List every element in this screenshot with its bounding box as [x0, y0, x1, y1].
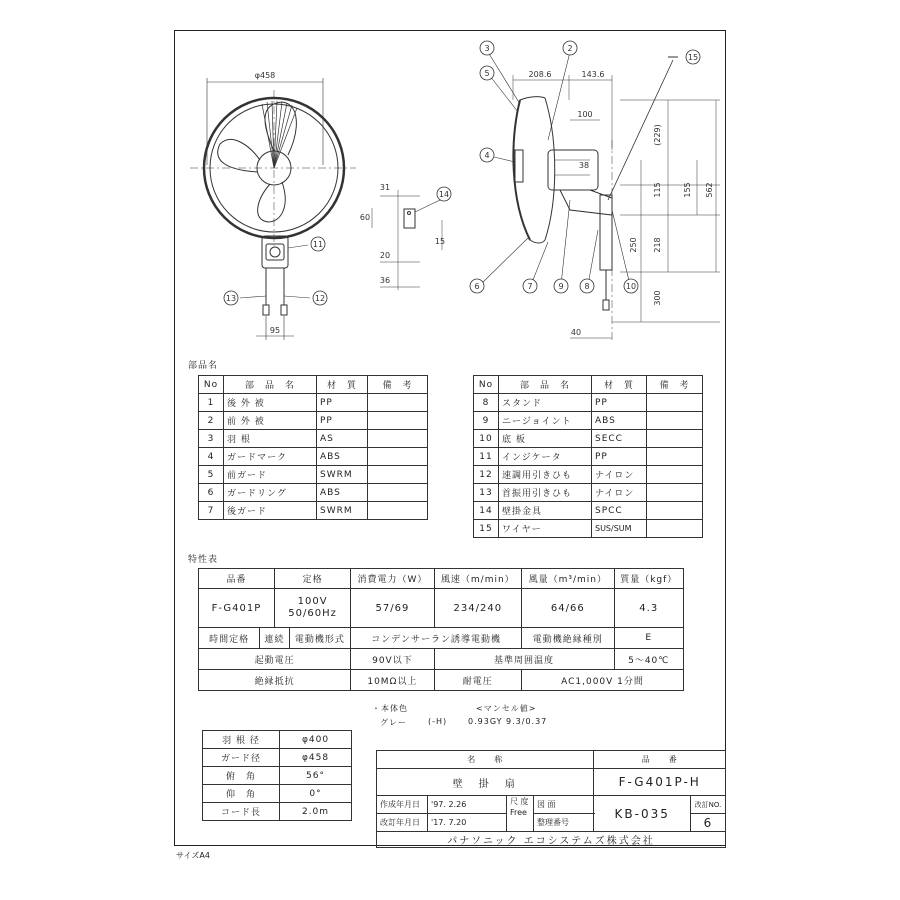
time-rating-label: 時間定格	[199, 628, 260, 649]
mgmt-number: KB-035	[594, 796, 691, 832]
part-no: 8	[474, 394, 499, 412]
dim-side-38: 38	[578, 161, 590, 170]
spec-rating-v: 100V	[297, 596, 328, 607]
callout-14: 14	[438, 190, 450, 199]
table-row	[199, 412, 428, 430]
header-speed: 風速（m/min）	[434, 569, 521, 589]
parts-table-right	[473, 375, 703, 538]
header-material: 材 質	[317, 376, 368, 394]
spec-header-row	[199, 569, 684, 589]
dim-value: φ458	[280, 749, 352, 767]
product-number: F-G401P-H	[594, 769, 726, 796]
dim-cords: 95	[269, 326, 281, 335]
dim-front-width: φ458	[254, 71, 276, 80]
part-no: 15	[474, 520, 499, 538]
part-name: 底 板	[499, 430, 592, 448]
title-main-row	[377, 769, 726, 796]
table-row	[203, 731, 352, 749]
spec-rating-hz: 50/60Hz	[288, 608, 337, 619]
header-no: No	[474, 376, 499, 394]
dim-bracket-top: 31	[379, 183, 391, 192]
dim-side-218: 218	[653, 237, 662, 253]
spec-speed: 234/240	[434, 589, 521, 628]
dim-side-front: 143.6	[581, 70, 605, 79]
table-header-row	[474, 376, 703, 394]
part-no: 3	[199, 430, 224, 448]
part-no: 2	[199, 412, 224, 430]
spec-table	[198, 568, 684, 691]
part-no: 10	[474, 430, 499, 448]
created-label: 作成年月日	[377, 796, 428, 814]
callout-13: 13	[225, 294, 237, 303]
withstand-label: 耐電圧	[434, 670, 521, 691]
spec-power: 57/69	[351, 589, 434, 628]
part-name: スタンド	[499, 394, 592, 412]
dim-label: コード長	[203, 803, 280, 821]
dim-value: 0°	[280, 785, 352, 803]
part-name: ニージョイント	[499, 412, 592, 430]
part-remarks	[368, 430, 428, 448]
part-name: 首振用引きひも	[499, 484, 592, 502]
insulation-class-label: 電動機絶縁種別	[522, 628, 614, 649]
dim-side-back: 208.6	[528, 70, 552, 79]
part-name: ガードマーク	[224, 448, 317, 466]
callout-4: 4	[484, 151, 490, 160]
dim-label: 俯 角	[203, 767, 280, 785]
revision-number: 6	[691, 814, 726, 832]
title-block	[376, 750, 726, 848]
spec-model: F-G401P	[199, 589, 275, 628]
callout-2: 2	[567, 44, 573, 53]
product-name: 壁 掛 扇	[377, 769, 594, 796]
dim-side-100: 100	[577, 110, 593, 119]
table-row	[474, 412, 703, 430]
spec-mass: 4.3	[614, 589, 683, 628]
part-material: PP	[592, 394, 647, 412]
part-no: 4	[199, 448, 224, 466]
spec-row	[199, 628, 684, 649]
front-view	[190, 78, 356, 340]
part-remarks	[647, 412, 703, 430]
table-row	[199, 448, 428, 466]
title-header-row	[377, 751, 726, 769]
table-row	[474, 520, 703, 538]
table-row	[199, 502, 428, 520]
table-row	[203, 803, 352, 821]
scale-label: 尺 度	[510, 797, 529, 806]
spec-heading: 特性表	[188, 555, 219, 565]
number-header: 品 番	[594, 751, 726, 769]
callout-11: 11	[312, 240, 324, 249]
bracket-view	[372, 190, 442, 290]
part-name: 後 外 被	[224, 394, 317, 412]
table-row	[199, 394, 428, 412]
name-header: 名 称	[377, 751, 594, 769]
part-material: SECC	[592, 430, 647, 448]
part-name: 前 外 被	[224, 412, 317, 430]
part-no: 5	[199, 466, 224, 484]
part-material: AS	[317, 430, 368, 448]
header-remarks: 備 考	[368, 376, 428, 394]
part-remarks	[647, 484, 703, 502]
part-material: PP	[317, 412, 368, 430]
part-no: 11	[474, 448, 499, 466]
part-material: ナイロン	[592, 466, 647, 484]
table-row	[474, 484, 703, 502]
header-material: 材 質	[592, 376, 647, 394]
dim-bracket-20: 20	[379, 251, 391, 260]
header-name: 部 品 名	[499, 376, 592, 394]
part-remarks	[368, 484, 428, 502]
spec-row	[199, 670, 684, 691]
revised-label: 改訂年月日	[377, 814, 428, 832]
color-name: グレー	[380, 718, 407, 727]
withstand: AC1,000V 1分間	[522, 670, 684, 691]
dim-side-115: 115	[653, 182, 662, 198]
callout-12: 12	[314, 294, 326, 303]
dim-value: 56°	[280, 767, 352, 785]
part-remarks	[368, 394, 428, 412]
part-no: 7	[199, 502, 224, 520]
insulation-class: E	[614, 628, 683, 649]
callout-10: 10	[625, 282, 637, 291]
ambient: 5～40℃	[614, 649, 683, 670]
color-munsell-label: <マンセル値>	[476, 704, 537, 713]
part-material: SWRM	[317, 502, 368, 520]
table-row	[199, 430, 428, 448]
part-material: PP	[317, 394, 368, 412]
start-voltage-label: 起動電圧	[199, 649, 351, 670]
insulation-res: 10MΩ以上	[351, 670, 434, 691]
dim-side-40: 40	[570, 328, 582, 337]
part-name: 前ガード	[224, 466, 317, 484]
table-row	[203, 767, 352, 785]
table-row	[474, 502, 703, 520]
dimensions-table	[202, 730, 352, 821]
part-material: SPCC	[592, 502, 647, 520]
parts-table-left	[198, 375, 428, 520]
dim-label: 羽 根 径	[203, 731, 280, 749]
part-no: 1	[199, 394, 224, 412]
dim-side-562: 562	[705, 182, 714, 198]
table-row	[203, 785, 352, 803]
insulation-res-label: 絶縁抵抗	[199, 670, 351, 691]
callout-8: 8	[584, 282, 590, 291]
table-row	[474, 430, 703, 448]
spec-row	[199, 649, 684, 670]
color-code: (-H)	[428, 717, 448, 726]
callout-5: 5	[484, 69, 490, 78]
header-mass: 質量（kgf）	[614, 569, 683, 589]
paper-size-note: サイズA4	[176, 851, 210, 860]
created-date: '97. 2.26	[428, 796, 507, 814]
start-voltage: 90V以下	[351, 649, 434, 670]
part-name: ワイヤー	[499, 520, 592, 538]
dim-label: ガード径	[203, 749, 280, 767]
part-name: ガードリング	[224, 484, 317, 502]
part-remarks	[647, 466, 703, 484]
part-remarks	[647, 430, 703, 448]
part-name: 羽 根	[224, 430, 317, 448]
part-name: インジケータ	[499, 448, 592, 466]
motor-type: コンデンサーラン誘導電動機	[351, 628, 522, 649]
part-no: 9	[474, 412, 499, 430]
table-row	[199, 484, 428, 502]
part-material: ABS	[317, 484, 368, 502]
dim-value: 2.0m	[280, 803, 352, 821]
header-name: 部 品 名	[224, 376, 317, 394]
part-material: SWRM	[317, 466, 368, 484]
title-company-row	[377, 832, 726, 848]
spec-value-row	[199, 589, 684, 628]
part-no: 14	[474, 502, 499, 520]
part-name: 後ガード	[224, 502, 317, 520]
header-power: 消費電力（W）	[351, 569, 434, 589]
part-remarks	[368, 412, 428, 430]
part-remarks	[368, 466, 428, 484]
callout-6: 6	[474, 282, 480, 291]
part-remarks	[368, 502, 428, 520]
dim-side-300: 300	[653, 290, 662, 306]
part-remarks	[647, 394, 703, 412]
dim-bracket-h: 60	[359, 213, 371, 222]
table-row	[474, 394, 703, 412]
header-no: No	[199, 376, 224, 394]
table-row	[203, 749, 352, 767]
color-value: 0.93GY 9.3/0.37	[468, 717, 548, 726]
part-material: PP	[592, 448, 647, 466]
ambient-label: 基準周囲温度	[434, 649, 614, 670]
dim-side-229: (229)	[653, 124, 662, 146]
time-rating: 連続	[260, 628, 289, 649]
callout-9: 9	[558, 282, 564, 291]
dim-value: φ400	[280, 731, 352, 749]
part-remarks	[647, 502, 703, 520]
dim-bracket-36: 36	[379, 276, 391, 285]
part-remarks	[647, 520, 703, 538]
part-remarks	[647, 448, 703, 466]
spec-rating	[274, 589, 350, 628]
part-material: ナイロン	[592, 484, 647, 502]
header-model: 品番	[199, 569, 275, 589]
part-material: ABS	[317, 448, 368, 466]
motor-type-label: 電動機形式	[289, 628, 351, 649]
table-header-row	[199, 376, 428, 394]
title-row	[377, 796, 726, 814]
part-no: 12	[474, 466, 499, 484]
part-no: 13	[474, 484, 499, 502]
callout-3: 3	[484, 44, 490, 53]
part-no: 6	[199, 484, 224, 502]
dim-side-155: 155	[683, 182, 692, 198]
part-material: ABS	[592, 412, 647, 430]
header-remarks: 備 考	[647, 376, 703, 394]
dim-label: 仰 角	[203, 785, 280, 803]
table-row	[474, 466, 703, 484]
part-name: 壁掛金具	[499, 502, 592, 520]
revision-label: 改訂NO.	[691, 796, 726, 814]
dim-bracket-15: 15	[434, 237, 446, 246]
header-rating: 定格	[274, 569, 350, 589]
color-body-label: ・本体色	[372, 704, 408, 713]
spec-volume: 64/66	[522, 589, 614, 628]
part-remarks	[368, 448, 428, 466]
revised-date: '17. 7.20	[428, 814, 507, 832]
callout-15: 15	[687, 53, 699, 62]
parts-heading: 部品名	[188, 361, 219, 371]
table-row	[474, 448, 703, 466]
mgmt-label: 整理番号	[534, 814, 594, 832]
header-volume: 風量（m³/min）	[522, 569, 614, 589]
table-row	[199, 466, 428, 484]
scale-value: Free	[510, 808, 527, 817]
callout-circles	[224, 41, 700, 305]
part-name: 速調用引きひも	[499, 466, 592, 484]
drawing-label: 図 面	[534, 796, 594, 814]
dim-side-250: 250	[629, 237, 638, 253]
part-material: SUS/SUM	[592, 520, 647, 538]
scale-cell	[507, 796, 534, 832]
callout-7: 7	[527, 282, 533, 291]
company-name: パナソニック エコシステムズ株式会社	[377, 832, 726, 848]
